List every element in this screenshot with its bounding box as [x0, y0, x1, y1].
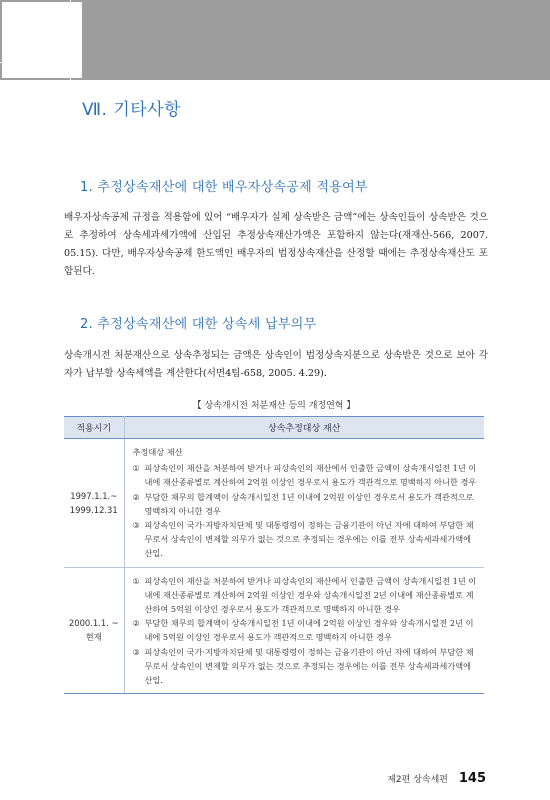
content-cell — [124, 567, 484, 694]
table-header-row — [64, 417, 484, 439]
header-period: 적용시기 — [64, 417, 124, 439]
item-number: ① — [132, 463, 140, 474]
header-target-assets: 상속추정대상 재산 — [124, 417, 484, 439]
content-cell — [124, 439, 484, 568]
header-band-vertical-line — [70, 0, 71, 80]
item-text: 부담한 채무의 합계액이 상속개시일전 1년 이내에 2억원 이상인 경우와 상속개시일전 2년 이내에 5억원 이상인 경우로서 용도가 객관적으로 명백하지 아니한 경우 — [144, 618, 474, 643]
item-text: 피상속인이 국가·지방자치단체 및 대통령령이 정하는 금융기관이 아닌 자에 대하여 부담한 채무로서 상속인이 변제할 의무가 없는 것으로 추정되는 경우에는 이를 전부 상속세과세가액에 산입. — [144, 520, 474, 559]
page-footer — [387, 771, 486, 786]
item-text: 피상속인이 국가·지방자치단체 및 대통령령이 정하는 금융기관이 아닌 자에 대하여 부담한 채무로서 상속인이 변제할 의무가 없는 것으로 추정되는 경우에는 이를 전부 상속세과세가액에 산입. — [144, 646, 474, 686]
chapter-title: Ⅶ. 기타사항 — [82, 100, 182, 120]
list-item — [133, 490, 479, 518]
footer-section-label: 제2편 상속세편 — [387, 775, 448, 785]
page-number: 145 — [458, 771, 486, 786]
revision-history-table — [64, 416, 484, 694]
section-paragraph-2: 상속개시전 처분재산으로 상속추정되는 금액은 상속인이 법정상속지분으로 상속받은 것으로 보아 각자가 납부할 상속세액을 계산한다(서면4팀-658, 2005. 4.29). — [64, 350, 488, 379]
section-paragraph-1: 배우자상속공제 규정을 적용함에 있어 “배우자가 실제 상속받은 금액”에는 상속인들이 상속받은 것으로 추정하여 상속세과세가액에 산입된 추정상속재산가액은 포함하지 않는다(재재산-566, 2007. 05.15). 다만, 배우자상속공제 한도액인 배우자의 법정상속재산을 산정할 때에는 추정상속재산도 포함된다. — [64, 212, 488, 277]
item-number: ③ — [132, 520, 140, 531]
item-number: ③ — [132, 646, 140, 657]
item-text: 부담한 채무의 합계액이 상속개시일전 1년 이내에 2억원 이상인 경우로서 용도가 객관적으로 명백하지 아니한 경우 — [144, 491, 474, 516]
item-number: ① — [132, 575, 140, 586]
item-text: 피상속인이 재산을 처분하여 받거나 피상속인의 재산에서 인출한 금액이 상속개시일전 1년 이내에 재산종류별로 계산하여 2억원 이상인 경우와 상속개시일전 2년 이내에 재산종류별로 계산하여 5억원 이상인 경우로서 용도가 객관적으로 명백하지 아니한 경우 — [144, 575, 477, 615]
list-item — [133, 461, 479, 489]
item-number: ② — [132, 491, 140, 502]
section-title-1: 1. 추정상속재산에 대한 배우자상속공제 적용여부 — [80, 180, 368, 195]
header-band — [0, 0, 550, 80]
list-item — [133, 518, 479, 561]
period-cell: 2000.1.1. ~현재 — [64, 567, 124, 694]
period-cell: 1997.1.1.~ 1999.12.31 — [64, 439, 124, 568]
content-heading: 추정대상 재산 — [132, 447, 183, 457]
list-item — [133, 616, 479, 644]
header-band-horizontal-line — [0, 62, 80, 63]
item-number: ② — [132, 618, 140, 629]
table-row — [64, 439, 484, 568]
list-item — [133, 645, 479, 688]
table-row — [64, 567, 484, 694]
section-title-2: 2. 추정상속재산에 대한 상속세 납부의무 — [80, 317, 317, 332]
item-text: 피상속인이 재산을 처분하여 받거나 피상속인의 재산에서 인출한 금액이 상속개시일전 1년 이내에 재산종류별로 계산하여 2억원 이상인 경우로서 용도가 객관적으로 명백하지 아니한 경우 — [144, 463, 477, 488]
table-caption: 【 상속개시전 처분재산 등의 개정연혁 】 — [192, 401, 356, 411]
list-item — [133, 574, 479, 617]
